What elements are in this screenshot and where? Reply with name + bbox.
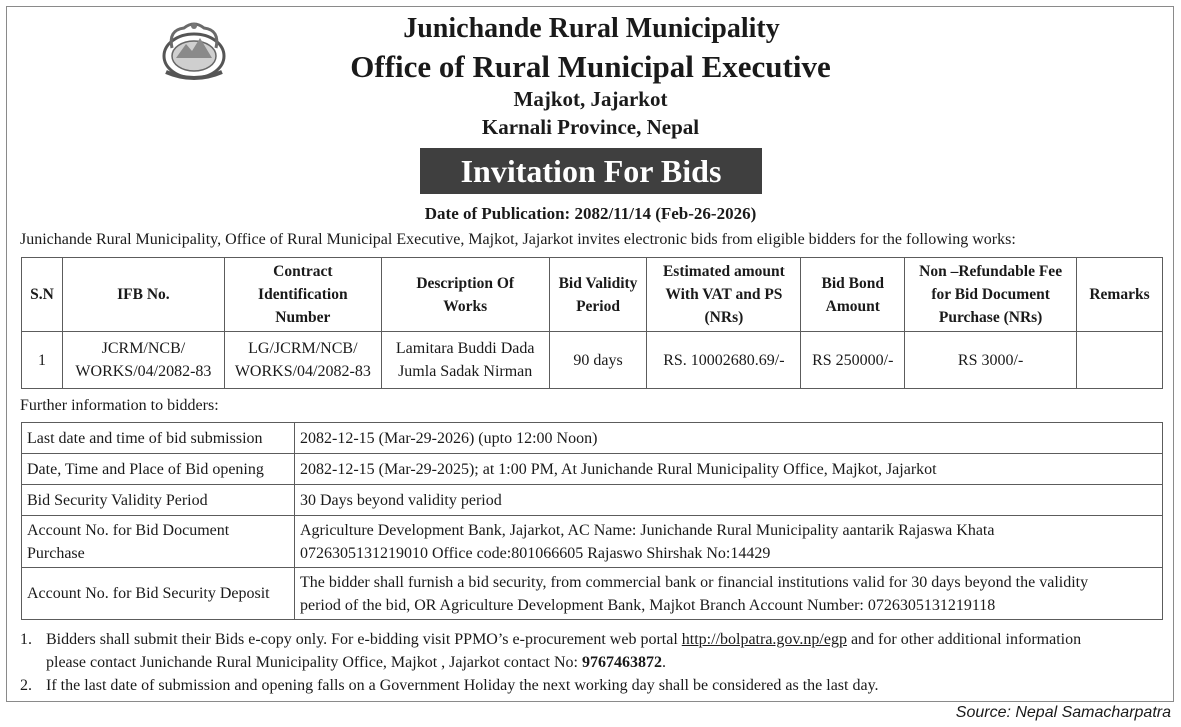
- info-value: [295, 516, 1163, 568]
- info-value-line: Agriculture Development Bank, Jajarkot, AC Name: Junichande Rural Municipality aantarik Rajaswa Khata: [300, 521, 995, 539]
- note-number: 2.: [20, 677, 32, 694]
- egp-portal-link[interactable]: http://bolpatra.gov.np/egp: [681, 631, 847, 648]
- col-header-ifb: IFB No.: [62, 258, 224, 332]
- header-line: Works: [443, 297, 488, 315]
- table-row: [22, 516, 1163, 568]
- table-row: [22, 485, 1163, 516]
- location-line: Majkot, Jajarkot: [513, 87, 668, 111]
- cell-line: JCRM/NCB/: [101, 340, 186, 357]
- info-label: Bid Security Validity Period: [22, 485, 295, 516]
- info-value-line: The bidder shall furnish a bid security, from commercial bank or financial institutions valid for 30 days beyond the validity: [300, 573, 1089, 591]
- info-label: Last date and time of bid submission: [22, 423, 295, 454]
- invitation-banner: Invitation For Bids: [420, 148, 762, 194]
- list-item: [20, 628, 1081, 674]
- note-line: [46, 651, 1081, 674]
- info-value: 30 Days beyond validity period: [295, 485, 1163, 516]
- col-header-fee: [905, 258, 1077, 332]
- header-line: Contract: [273, 263, 333, 280]
- cell-bid-bond: RS 250000/-: [801, 332, 905, 389]
- bid-table-header-row: [22, 258, 1163, 332]
- info-label-line: Purchase: [27, 544, 85, 562]
- info-label: [22, 516, 295, 568]
- note-text: .: [661, 654, 666, 671]
- cell-description: [381, 332, 549, 389]
- notes-list: [20, 628, 1081, 697]
- cell-ifb: [62, 332, 224, 389]
- cell-sn: 1: [22, 332, 63, 389]
- note-text: please contact Junichande Rural Municipality Office, Majkot , Jajarkot contact No:: [46, 654, 582, 671]
- col-header-description: [381, 258, 549, 332]
- cell-line: WORKS/04/2082-83: [75, 363, 212, 380]
- table-row: [22, 332, 1163, 389]
- col-header-validity: [549, 258, 647, 332]
- col-header-bid-bond: [801, 258, 905, 332]
- header-line: Amount: [825, 297, 880, 315]
- further-info-label: Further information to bidders:: [20, 397, 219, 414]
- header-line: Non –Refundable Fee: [919, 263, 1063, 280]
- cell-line: WORKS/04/2082-83: [234, 363, 371, 380]
- table-row: [22, 423, 1163, 454]
- cell-remarks: [1076, 332, 1162, 389]
- note-text: and for other additional information: [846, 631, 1082, 648]
- cell-line: Jumla Sadak Nirman: [398, 363, 533, 380]
- province-line: Karnali Province, Nepal: [481, 115, 700, 139]
- cell-line: Lamitara Buddi Dada: [395, 340, 535, 357]
- info-label: Account No. for Bid Security Deposit: [22, 568, 295, 620]
- cell-validity: 90 days: [549, 332, 647, 389]
- intro-text: Junichande Rural Municipality, Office of Rural Municipal Executive, Majkot, Jajarkot invites electronic bids from eligible bidders for the following works:: [20, 231, 1016, 248]
- note-text: Bidders shall submit their Bids e-copy only. For e-bidding visit PPMO’s e-procurement web portal: [46, 631, 682, 648]
- table-row: [22, 454, 1163, 485]
- col-header-sn: S.N: [22, 258, 63, 332]
- note-text: If the last date of submission and opening falls on a Government Holiday the next working day shall be considered as the last day.: [46, 677, 879, 694]
- cell-contract: [224, 332, 381, 389]
- header-line: Bid Bond: [821, 274, 885, 292]
- contact-number: 9767463872: [581, 654, 662, 671]
- office-title: Office of Rural Municipal Executive: [350, 49, 831, 84]
- col-header-contract: [224, 258, 381, 332]
- header-line: Purchase (NRs): [938, 309, 1043, 326]
- header-line: Identification: [258, 286, 348, 303]
- further-info-table: [21, 422, 1163, 620]
- table-row: [22, 568, 1163, 620]
- org-name: Junichande Rural Municipality: [403, 13, 780, 44]
- publication-date: Date of Publication: 2082/11/14 (Feb-26-2026): [424, 204, 757, 223]
- col-header-remarks: Remarks: [1076, 258, 1162, 332]
- header-line: Period: [576, 297, 620, 315]
- info-value-line: period of the bid, OR Agriculture Development Bank, Majkot Branch Account Number: 0726305131219118: [300, 596, 996, 614]
- info-value: 2082-12-15 (Mar-29-2025); at 1:00 PM, At Junichande Rural Municipality Office, Majkot, Jajarkot: [295, 454, 1163, 485]
- info-value: 2082-12-15 (Mar-29-2026) (upto 12:00 Noon): [295, 423, 1163, 454]
- cell-fee: RS 3000/-: [905, 332, 1077, 389]
- cell-line: LG/JCRM/NCB/: [248, 340, 358, 357]
- header-line: for Bid Document: [931, 286, 1050, 303]
- header-line: (NRs): [704, 309, 744, 326]
- bid-table: [21, 257, 1163, 389]
- info-label-line: Account No. for Bid Document: [27, 521, 230, 539]
- source-credit: Source: Nepal Samacharpatra: [955, 704, 1171, 721]
- list-item: [20, 674, 1081, 697]
- info-label: Date, Time and Place of Bid opening: [22, 454, 295, 485]
- header-line: Estimated amount: [662, 263, 785, 280]
- cell-estimate: RS. 10002680.69/-: [647, 332, 801, 389]
- note-line: [46, 628, 1081, 651]
- header-line: Bid Validity: [558, 274, 638, 292]
- info-value: [295, 568, 1163, 620]
- header-line: Number: [275, 309, 331, 326]
- note-number: 1.: [20, 631, 32, 648]
- header-line: With VAT and PS: [665, 286, 783, 303]
- info-value-line: 0726305131219010 Office code:801066605 Rajaswo Shirshak No:14429: [300, 544, 771, 562]
- col-header-estimate: [647, 258, 801, 332]
- header-line: Description Of: [416, 274, 515, 292]
